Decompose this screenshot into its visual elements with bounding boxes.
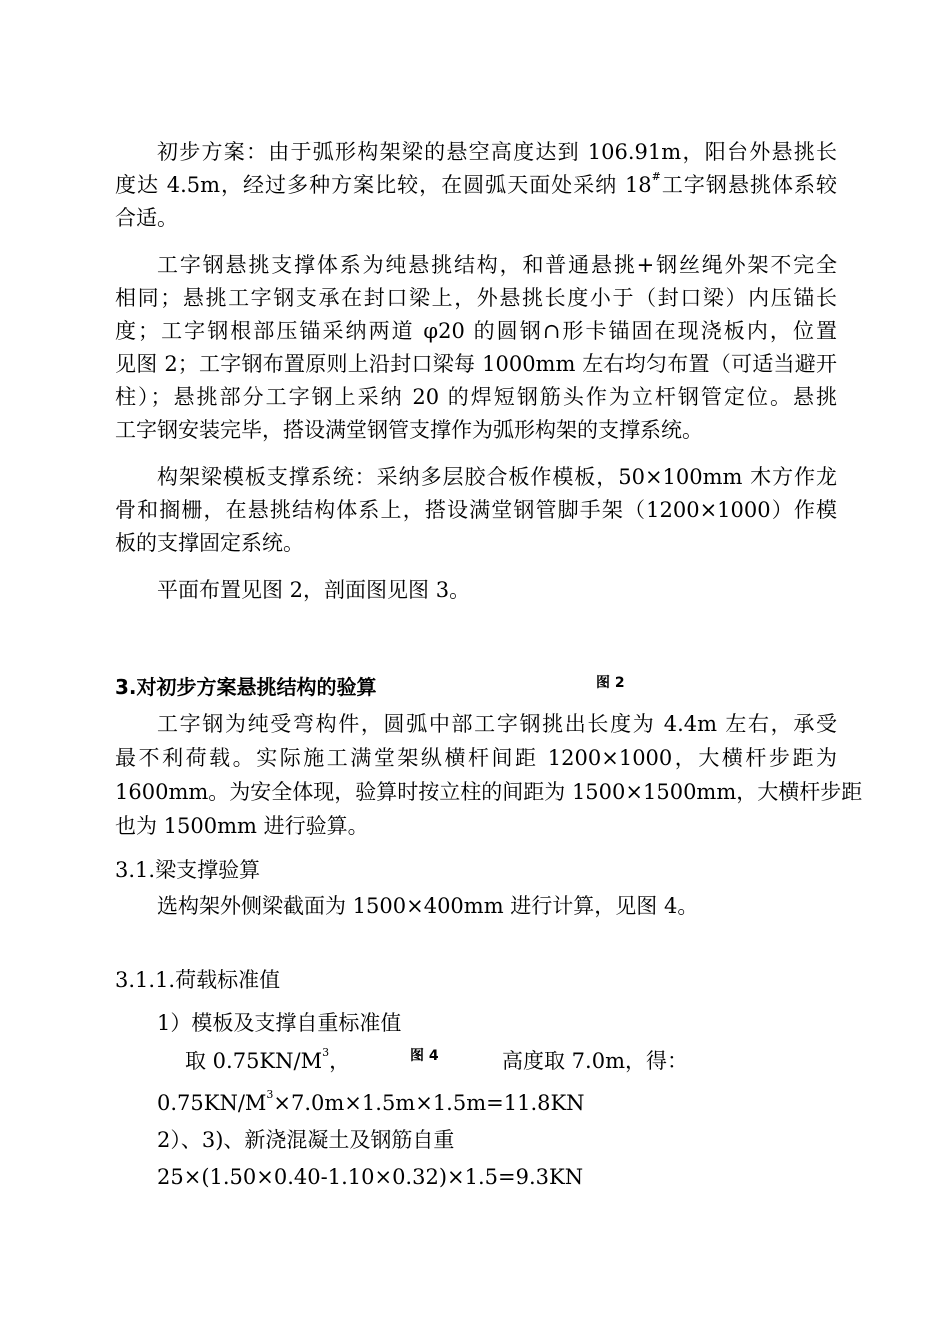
paragraph-1-line-2: 度达 4.5m，经过多种方案比较，在圆弧天面处采纳 18#工字钢悬挑体系较 — [115, 170, 837, 197]
paragraph-5-line-1: 工字钢为纯受弯构件，圆弧中部工字钢挑出长度为 4.4m 左右，承受 — [157, 712, 837, 736]
paragraph-3-line-1: 构架梁模板支撑系统：采纳多层胶合板作模板，50×100mm 木方作龙 — [157, 465, 837, 489]
paragraph-2-line-3: 度；工字钢根部压锚采纳两道 φ20 的圆钢∩形卡锚固在现浇板内，位置 — [115, 319, 837, 343]
paragraph-2-line-2: 相同；悬挑工字钢支承在封口梁上，外悬挑长度小于（封口梁）内压锚长 — [115, 286, 837, 310]
height-text: 高度取 7.0m，得： — [502, 1049, 688, 1073]
section-3-1-body: 选构架外侧梁截面为 1500×400mm 进行计算，见图 4。 — [157, 894, 699, 918]
paragraph-4-line-1: 平面布置见图 2，剖面图见图 3。 — [157, 578, 471, 602]
paragraph-3-line-2: 骨和搁栅，在悬挑结构体系上，搭设满堂钢管脚手架（1200×1000）作模 — [115, 498, 837, 522]
paragraph-5-line-3: 1600mm。为安全体现，验算时按立柱的间距为 1500×1500mm，大横杆步距 — [115, 780, 863, 804]
paragraph-1-line-3: 合适。 — [115, 206, 178, 230]
section-3-1-1-heading: 3.1.1.荷载标准值 — [115, 968, 281, 992]
figure-2-label: 图 2 — [596, 675, 625, 691]
load-item-2: 2）、3)、新浇混凝土及钢筋自重 — [157, 1128, 455, 1152]
take-value: 取 $0.75KN/M^3$， — [185, 1046, 351, 1073]
load-item-1: 1）模板及支撑自重标准值 — [157, 1011, 402, 1035]
section-3-1-heading: 3.1.梁支撑验算 — [115, 858, 261, 882]
paragraph-2-line-1: 工字钢悬挑支撑体系为纯悬挑结构，和普通悬挑+钢丝绳外架不完全 — [157, 253, 837, 277]
paragraph-2-line-4: 见图 2；工字钢布置原则上沿封口梁每 1000mm 左右均匀布置（可适当避开 — [115, 352, 837, 376]
paragraph-2-line-6: 工字钢安装完毕，搭设满堂钢管支撑作为弧形构架的支撑系统。 — [115, 418, 703, 442]
section-3-heading: 3.对初步方案悬挑结构的验算 — [115, 675, 377, 699]
formula-1: $0.75KN/M^3\times 7.0m\times 1.5m\times 1.5m=11.8KN$ — [157, 1088, 585, 1115]
paragraph-5-line-2: 最不利荷载。实际施工满堂架纵横杆间距 1200×1000，大横杆步距为 — [115, 746, 837, 770]
paragraph-3-line-3: 板的支撑固定系统。 — [115, 531, 304, 555]
paragraph-2-line-5: 柱）；悬挑部分工字钢上采纳 20 的焊短钢筋头作为立杆钢管定位。悬挑 — [115, 385, 837, 409]
paragraph-1-line-1: 初步方案：由于弧形构架梁的悬空高度达到 106.91m，阳台外悬挑长 — [157, 140, 837, 164]
figure-4-label: 图 4 — [410, 1048, 439, 1064]
paragraph-5-line-4: 也为 1500mm 进行验算。 — [115, 814, 369, 838]
formula-2: 25×(1.50×0.40-1.10×0.32)×1.5=9.3KN — [157, 1165, 584, 1189]
